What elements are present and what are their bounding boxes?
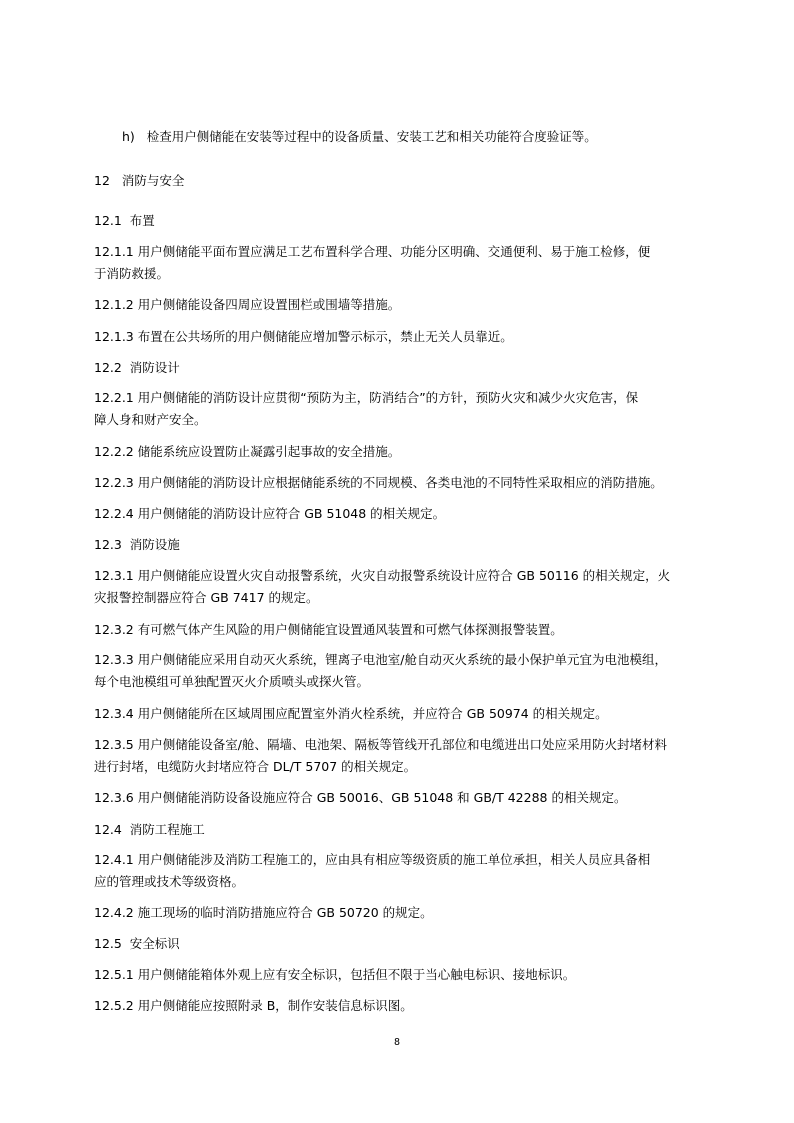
clause-12-1-2: 12.1.2 用户侧储能设备四周应设置围栏或围墙等措施。	[94, 297, 401, 312]
clause-12-3-3-cont: 每个电池模组可单独配置灭火介质喷头或探火管。	[94, 674, 370, 689]
clause-12-3-4: 12.3.4 用户侧储能所在区域周围应配置室外消火栓系统，并应符合 GB 50974 的相关规定。	[94, 706, 608, 721]
list-item-h: h) 检查用户侧储能在安装等过程中的设备质量、安装工艺和相关功能符合度验证等。	[122, 129, 597, 144]
clause-12-4-1-cont: 应的管理或技术等级资格。	[94, 874, 245, 889]
subsection-heading-12-4: 12.4 消防工程施工	[94, 822, 205, 837]
section-heading-12: 12 消防与安全	[94, 173, 185, 188]
clause-12-3-5-cont: 进行封堵，电缆防火封堵应符合 DL/T 5707 的相关规定。	[94, 759, 417, 774]
clause-12-2-1: 12.2.1 用户侧储能的消防设计应贯彻“预防为主，防消结合”的方针，预防火灾和减少火灾危害，保	[94, 390, 639, 405]
clause-12-3-5: 12.3.5 用户侧储能设备室/舱、隔墙、电池架、隔板等管线开孔部位和电缆进出口处应采用防火封堵材料	[94, 737, 667, 752]
clause-12-2-2: 12.2.2 储能系统应设置防止凝露引起事故的安全措施。	[94, 444, 401, 459]
clause-12-4-1: 12.4.1 用户侧储能涉及消防工程施工的，应由具有相应等级资质的施工单位承担，相关人员应具备相	[94, 852, 651, 867]
clause-12-4-2: 12.4.2 施工现场的临时消防措施应符合 GB 50720 的规定。	[94, 905, 433, 920]
page-number: 8	[393, 1037, 401, 1048]
clause-12-3-2: 12.3.2 有可燃气体产生风险的用户侧储能宜设置通风装置和可燃气体探测报警装置。	[94, 622, 563, 637]
clause-12-2-4: 12.2.4 用户侧储能的消防设计应符合 GB 51048 的相关规定。	[94, 506, 446, 521]
clause-12-3-6: 12.3.6 用户侧储能消防设备设施应符合 GB 50016、GB 51048 和 GB/T 42288 的相关规定。	[94, 790, 627, 805]
clause-12-5-1: 12.5.1 用户侧储能箱体外观上应有安全标识，包括但不限于当心触电标识、接地标识。	[94, 967, 576, 982]
subsection-heading-12-3: 12.3 消防设施	[94, 537, 180, 552]
subsection-heading-12-2: 12.2 消防设计	[94, 360, 180, 375]
clause-12-1-1-cont: 于消防救援。	[94, 266, 170, 281]
clause-12-3-3: 12.3.3 用户侧储能应采用自动灭火系统，锂离子电池室/舱自动灭火系统的最小保护单元宜为电池模组，	[94, 652, 667, 667]
clause-12-2-1-cont: 障人身和财产安全。	[94, 412, 207, 427]
subsection-heading-12-1: 12.1 布置	[94, 213, 155, 228]
clause-12-1-1: 12.1.1 用户侧储能平面布置应满足工艺布置科学合理、功能分区明确、交通便利、易于施工检修，便	[94, 244, 651, 259]
clause-12-3-1-cont: 灾报警控制器应符合 GB 7417 的规定。	[94, 590, 319, 605]
clause-12-2-3: 12.2.3 用户侧储能的消防设计应根据储能系统的不同规模、各类电池的不同特性采取相应的消防措施。	[94, 475, 663, 490]
subsection-heading-12-5: 12.5 安全标识	[94, 936, 180, 951]
clause-12-5-2: 12.5.2 用户侧储能应按照附录 B，制作安装信息标识图。	[94, 998, 413, 1013]
clause-12-3-1: 12.3.1 用户侧储能应设置火灾自动报警系统，火灾自动报警系统设计应符合 GB 50116 的相关规定，火	[94, 568, 671, 583]
clause-12-1-3: 12.1.3 布置在公共场所的用户侧储能应增加警示标示，禁止无关人员靠近。	[94, 329, 513, 344]
